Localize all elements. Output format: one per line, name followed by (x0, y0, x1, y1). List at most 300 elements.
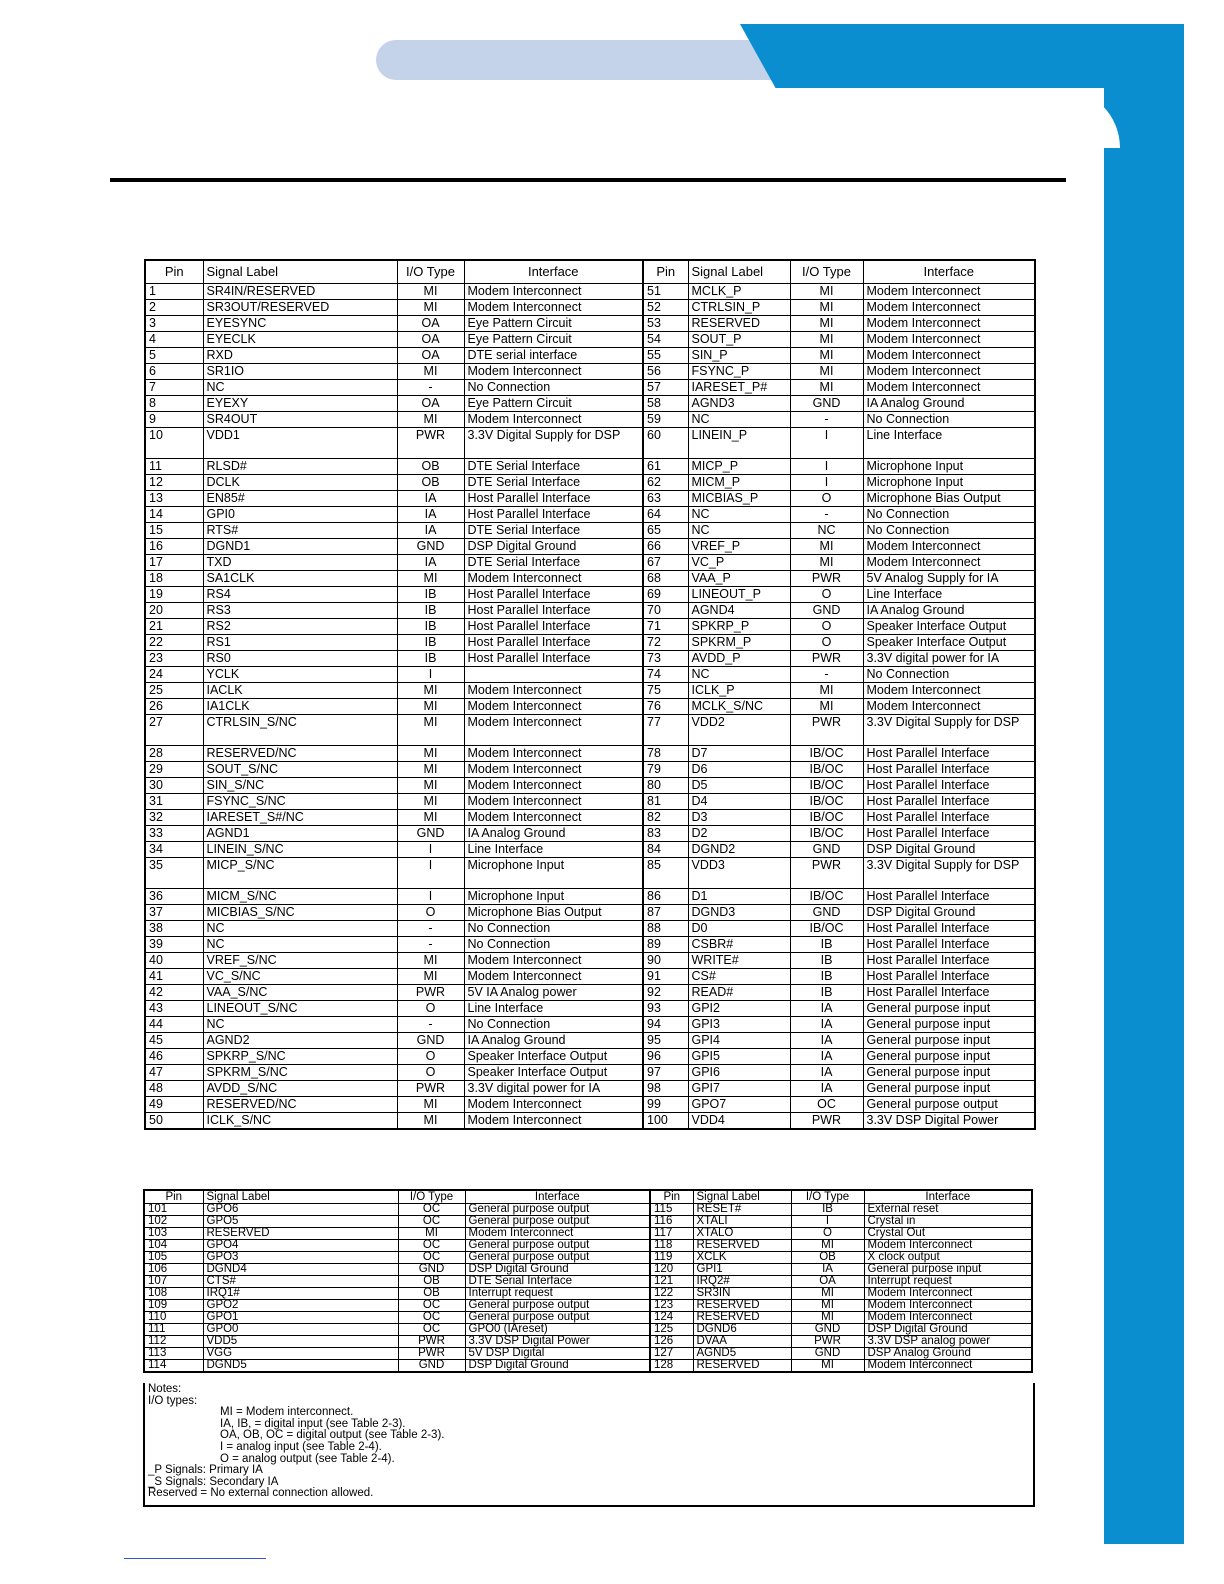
io-type-note: OA, OB, OC = digital output (see Table 2-3). (220, 1429, 445, 1442)
io-type: PWR (398, 1336, 465, 1348)
signal-label: DGND2 (688, 842, 790, 858)
io-type: MI (790, 539, 863, 555)
table-row (145, 937, 1035, 953)
io-type: IB/OC (790, 762, 863, 778)
io-type: MI (397, 364, 464, 380)
io-type: MI (791, 1312, 864, 1324)
interface-description: Speaker Interface Output (863, 619, 1035, 635)
io-type: OA (791, 1276, 864, 1288)
io-type: IB (790, 953, 863, 969)
interface-description: 3.3V digital power for IA (863, 651, 1035, 667)
pin-number: 107 (144, 1276, 203, 1288)
io-type: - (397, 1017, 464, 1033)
interface-description: Speaker Interface Output (863, 635, 1035, 651)
signal-label: CTS# (203, 1276, 398, 1288)
io-type: PWR (790, 858, 863, 889)
pin-number: 38 (145, 921, 203, 937)
table-row (145, 905, 1035, 921)
table-row (145, 300, 1035, 316)
interface-description: Modem Interconnect (464, 810, 643, 826)
signal-label: EYECLK (203, 332, 397, 348)
signal-label: IARESET_S#/NC (203, 810, 397, 826)
signal-label: GPO0 (203, 1324, 398, 1336)
signal-label: IA1CLK (203, 699, 397, 715)
signal-label: IRQ2# (693, 1276, 791, 1288)
io-type: IB (397, 635, 464, 651)
table-row (145, 523, 1035, 539)
header-decoration-pill (376, 40, 796, 80)
signal-label: SPKRM_P (688, 635, 790, 651)
table-row (145, 794, 1035, 810)
io-type: MI (791, 1300, 864, 1312)
interface-description: Host Parallel Interface (863, 746, 1035, 762)
table-row (144, 1276, 1032, 1288)
interface-description: Modem Interconnect (863, 683, 1035, 699)
table-row (145, 635, 1035, 651)
io-type: IA (790, 1049, 863, 1065)
interface-description: Host Parallel Interface (863, 810, 1035, 826)
col-header-interface: Interface (464, 260, 643, 284)
signal-label: SOUT_S/NC (203, 762, 397, 778)
pin-number: 126 (650, 1336, 693, 1348)
io-type: O (790, 619, 863, 635)
reserved-note: Reserved = No external connection allowed. (148, 1487, 374, 1500)
signal-label: DVAA (693, 1336, 791, 1348)
signal-label: NC (203, 380, 397, 396)
table-row (144, 1324, 1032, 1336)
interface-description: Speaker Interface Output (464, 1065, 643, 1081)
io-type: IB (790, 985, 863, 1001)
io-type: GND (791, 1324, 864, 1336)
pin-number: 25 (145, 683, 203, 699)
io-type: MI (791, 1240, 864, 1252)
pin-number: 10 (145, 428, 203, 459)
signal-label: WRITE# (688, 953, 790, 969)
io-type: O (790, 587, 863, 603)
pin-number: 59 (643, 412, 688, 428)
interface-description: GPO0 (IAreset) (465, 1324, 650, 1336)
table-row (145, 539, 1035, 555)
interface-description: Modem Interconnect (863, 284, 1035, 300)
io-type: MI (790, 300, 863, 316)
pin-number: 61 (643, 459, 688, 475)
io-type: IB/OC (790, 794, 863, 810)
col-header-io-type: I/O Type (397, 260, 464, 284)
col-header-pin: Pin (144, 1190, 203, 1204)
io-type: GND (398, 1360, 465, 1373)
signal-label: EYESYNC (203, 316, 397, 332)
signal-label: SIN_S/NC (203, 778, 397, 794)
signal-label: AGND2 (203, 1033, 397, 1049)
signal-label: NC (203, 937, 397, 953)
pin-number: 106 (144, 1264, 203, 1276)
col-header-pin: Pin (145, 260, 203, 284)
pin-number: 97 (643, 1065, 688, 1081)
signal-label: SR3IN (693, 1288, 791, 1300)
interface-description: Host Parallel Interface (464, 507, 643, 523)
signal-label: RESERVED/NC (203, 1097, 397, 1113)
interface-description: Line Interface (863, 587, 1035, 603)
signal-label: SR4IN/RESERVED (203, 284, 397, 300)
pin-number: 30 (145, 778, 203, 794)
signal-label: AGND3 (688, 396, 790, 412)
io-type: OC (398, 1312, 465, 1324)
io-type: IB/OC (790, 810, 863, 826)
interface-description: General purpose output (465, 1216, 650, 1228)
interface-description: Modem Interconnect (863, 699, 1035, 715)
signal-label: IACLK (203, 683, 397, 699)
pin-number: 109 (144, 1300, 203, 1312)
signal-label: DGND6 (693, 1324, 791, 1336)
pin-number: 113 (144, 1348, 203, 1360)
interface-description: Modem Interconnect (465, 1228, 650, 1240)
pin-number: 71 (643, 619, 688, 635)
io-type: OC (398, 1204, 465, 1216)
pin-number: 112 (144, 1336, 203, 1348)
interface-description: Interrupt request (465, 1288, 650, 1300)
interface-description: Host Parallel Interface (863, 826, 1035, 842)
pin-number: 82 (643, 810, 688, 826)
interface-description: DTE Serial Interface (464, 555, 643, 571)
io-type: MI (790, 332, 863, 348)
signal-label: MICM_S/NC (203, 889, 397, 905)
signal-label: SR1IO (203, 364, 397, 380)
io-type: I (397, 667, 464, 683)
signal-label: DGND4 (203, 1264, 398, 1276)
pin-number: 69 (643, 587, 688, 603)
io-type: PWR (397, 1081, 464, 1097)
pin-number: 3 (145, 316, 203, 332)
io-type: OC (398, 1300, 465, 1312)
table-row (145, 603, 1035, 619)
signal-label: SPKRP_P (688, 619, 790, 635)
signal-label: D6 (688, 762, 790, 778)
interface-description: No Connection (863, 523, 1035, 539)
io-type: IA (397, 491, 464, 507)
pin-number: 35 (145, 858, 203, 889)
pin-number: 111 (144, 1324, 203, 1336)
io-type: OA (397, 348, 464, 364)
interface-description: Line Interface (464, 1001, 643, 1017)
signal-label: GPI0 (203, 507, 397, 523)
io-type: MI (791, 1360, 864, 1373)
interface-description: Microphone Input (863, 459, 1035, 475)
notes-heading: Notes: (148, 1383, 182, 1395)
io-type: OA (397, 332, 464, 348)
interface-description: Eye Pattern Circuit (464, 316, 643, 332)
io-type: GND (790, 905, 863, 921)
interface-description: General purpose output (465, 1252, 650, 1264)
pin-number: 75 (643, 683, 688, 699)
signal-label: NC (203, 921, 397, 937)
interface-description: Modem Interconnect (863, 300, 1035, 316)
pin-number: 49 (145, 1097, 203, 1113)
pin-number: 125 (650, 1324, 693, 1336)
signal-label: DGND1 (203, 539, 397, 555)
interface-description: Modem Interconnect (464, 715, 643, 746)
col-header-interface: Interface (863, 260, 1035, 284)
table-row (145, 1113, 1035, 1130)
pin-number: 55 (643, 348, 688, 364)
table-row (145, 858, 1035, 889)
signal-label: GPO6 (203, 1204, 398, 1216)
signal-label: SPKRP_S/NC (203, 1049, 397, 1065)
interface-description: Modem Interconnect (464, 284, 643, 300)
interface-description: Modem Interconnect (864, 1240, 1032, 1252)
pin-number: 90 (643, 953, 688, 969)
io-type: IB (791, 1204, 864, 1216)
io-type: O (397, 1065, 464, 1081)
interface-description: Host Parallel Interface (863, 969, 1035, 985)
pin-number: 88 (643, 921, 688, 937)
interface-description: No Connection (863, 412, 1035, 428)
signal-label: NC (688, 667, 790, 683)
interface-description: X clock output (864, 1252, 1032, 1264)
signal-label: AGND1 (203, 826, 397, 842)
pin-number: 70 (643, 603, 688, 619)
io-type: OB (398, 1276, 465, 1288)
pin-number: 37 (145, 905, 203, 921)
pin-number: 54 (643, 332, 688, 348)
pin-number: 99 (643, 1097, 688, 1113)
interface-description: General purpose input (863, 1049, 1035, 1065)
pin-number: 68 (643, 571, 688, 587)
signal-label: ICLK_S/NC (203, 1113, 397, 1130)
pin-number: 47 (145, 1065, 203, 1081)
interface-description: Host Parallel Interface (464, 587, 643, 603)
signal-label: MICP_P (688, 459, 790, 475)
io-type: MI (790, 316, 863, 332)
table-row (145, 985, 1035, 1001)
pin-number: 120 (650, 1264, 693, 1276)
signal-label: VREF_P (688, 539, 790, 555)
pin-number: 39 (145, 937, 203, 953)
pin-number: 105 (144, 1252, 203, 1264)
interface-description: Modem Interconnect (464, 746, 643, 762)
table-row (145, 396, 1035, 412)
pin-number: 93 (643, 1001, 688, 1017)
signal-label: NC (688, 523, 790, 539)
signal-label: VC_S/NC (203, 969, 397, 985)
table-row (145, 555, 1035, 571)
table-row (144, 1312, 1032, 1324)
interface-description: Modem Interconnect (464, 778, 643, 794)
pin-number: 79 (643, 762, 688, 778)
table-row (144, 1336, 1032, 1348)
signal-label: XCLK (693, 1252, 791, 1264)
pin-number: 24 (145, 667, 203, 683)
table-row (145, 507, 1035, 523)
notes-box (143, 1383, 1035, 1507)
io-type: PWR (790, 571, 863, 587)
pin-number: 108 (144, 1288, 203, 1300)
io-type: - (397, 921, 464, 937)
pin-number: 103 (144, 1228, 203, 1240)
io-type: MI (397, 571, 464, 587)
signal-label: VREF_S/NC (203, 953, 397, 969)
signal-label: GPO3 (203, 1252, 398, 1264)
pin-number: 98 (643, 1081, 688, 1097)
pin-number: 48 (145, 1081, 203, 1097)
interface-description: External reset (864, 1204, 1032, 1216)
io-type: NC (790, 523, 863, 539)
io-type: MI (791, 1288, 864, 1300)
io-type: IA (397, 555, 464, 571)
io-type: MI (397, 1097, 464, 1113)
pin-number: 4 (145, 332, 203, 348)
interface-description: 5V IA Analog power (464, 985, 643, 1001)
interface-description: DTE serial interface (464, 348, 643, 364)
interface-description: General purpose input (864, 1264, 1032, 1276)
interface-description: No Connection (863, 507, 1035, 523)
signal-label: RESERVED (693, 1300, 791, 1312)
interface-description: DTE Serial Interface (464, 459, 643, 475)
pin-number: 32 (145, 810, 203, 826)
io-type: MI (790, 683, 863, 699)
signal-label: VAA_P (688, 571, 790, 587)
signal-label: RS3 (203, 603, 397, 619)
signal-label: MICBIAS_P (688, 491, 790, 507)
pin-number: 95 (643, 1033, 688, 1049)
pin-number: 96 (643, 1049, 688, 1065)
signal-label: D4 (688, 794, 790, 810)
signal-label: GPO1 (203, 1312, 398, 1324)
interface-description: DSP Digital Ground (465, 1264, 650, 1276)
interface-description: 3.3V DSP Digital Power (465, 1336, 650, 1348)
signal-label: EYEXY (203, 396, 397, 412)
pin-number: 60 (643, 428, 688, 459)
pin-number: 15 (145, 523, 203, 539)
interface-description: Modem Interconnect (464, 762, 643, 778)
pin-number: 44 (145, 1017, 203, 1033)
signal-label: AGND5 (693, 1348, 791, 1360)
interface-description: Modem Interconnect (863, 316, 1035, 332)
interface-description: Modem Interconnect (864, 1360, 1032, 1373)
signal-label: SR4OUT (203, 412, 397, 428)
pin-number: 102 (144, 1216, 203, 1228)
interface-description: IA Analog Ground (464, 826, 643, 842)
interface-description: Modem Interconnect (464, 699, 643, 715)
io-type: IB (790, 937, 863, 953)
signal-label: XTALI (693, 1216, 791, 1228)
io-type: O (791, 1228, 864, 1240)
pin-number: 36 (145, 889, 203, 905)
pin-number: 40 (145, 953, 203, 969)
col-header-interface: Interface (465, 1190, 650, 1204)
col-header-signal-label: Signal Label (693, 1190, 791, 1204)
signal-label: GPI7 (688, 1081, 790, 1097)
signal-label: XTALO (693, 1228, 791, 1240)
signal-label: RS4 (203, 587, 397, 603)
interface-description: Host Parallel Interface (863, 921, 1035, 937)
io-type: MI (790, 699, 863, 715)
table-row (145, 699, 1035, 715)
col-header-io-type: I/O Type (791, 1190, 864, 1204)
signal-label: MICP_S/NC (203, 858, 397, 889)
interface-description: DSP Digital Ground (864, 1324, 1032, 1336)
pin-number: 16 (145, 539, 203, 555)
interface-description: Host Parallel Interface (863, 889, 1035, 905)
interface-description: DTE Serial Interface (464, 475, 643, 491)
interface-description: General purpose output (863, 1097, 1035, 1113)
io-types-label: I/O types: (148, 1394, 198, 1407)
io-type-note: MI = Modem interconnect. (220, 1406, 354, 1419)
signal-label: SR3OUT/RESERVED (203, 300, 397, 316)
pin-number: 57 (643, 380, 688, 396)
pin-number: 115 (650, 1204, 693, 1216)
table-row (145, 332, 1035, 348)
table-row (145, 1065, 1035, 1081)
io-type: I (791, 1216, 864, 1228)
interface-description: DSP Analog Ground (864, 1348, 1032, 1360)
signal-label: D5 (688, 778, 790, 794)
io-type: PWR (398, 1348, 465, 1360)
io-type: IB/OC (790, 778, 863, 794)
signal-label: DGND3 (688, 905, 790, 921)
signal-label: NC (688, 412, 790, 428)
io-type: MI (397, 300, 464, 316)
io-type: - (397, 937, 464, 953)
pin-number: 72 (643, 635, 688, 651)
interface-description: IA Analog Ground (464, 1033, 643, 1049)
pin-number: 114 (144, 1360, 203, 1373)
pin-number: 5 (145, 348, 203, 364)
io-type: MI (397, 810, 464, 826)
interface-description: DTE Serial Interface (464, 523, 643, 539)
interface-description: DSP Digital Ground (465, 1360, 650, 1373)
io-type: O (397, 1049, 464, 1065)
signal-label: LINEOUT_P (688, 587, 790, 603)
signal-label: GPO2 (203, 1300, 398, 1312)
signal-label: VDD5 (203, 1336, 398, 1348)
interface-description: Modem Interconnect (464, 1097, 643, 1113)
interface-description: Modem Interconnect (863, 380, 1035, 396)
interface-description: Modem Interconnect (464, 683, 643, 699)
signal-label: IRQ1# (203, 1288, 398, 1300)
table-row (144, 1288, 1032, 1300)
pin-number: 17 (145, 555, 203, 571)
interface-description: General purpose input (863, 1081, 1035, 1097)
table-row (145, 969, 1035, 985)
signal-label: VDD2 (688, 715, 790, 746)
table-row (144, 1264, 1032, 1276)
pin-number: 92 (643, 985, 688, 1001)
table-row (145, 1033, 1035, 1049)
io-type: MI (397, 683, 464, 699)
io-type: GND (790, 842, 863, 858)
signal-label: RTS# (203, 523, 397, 539)
pin-number: 110 (144, 1312, 203, 1324)
io-type: O (397, 905, 464, 921)
io-type: OC (398, 1216, 465, 1228)
signal-label: RLSD# (203, 459, 397, 475)
interface-description: DSP Digital Ground (464, 539, 643, 555)
signal-label: RESERVED (693, 1312, 791, 1324)
signal-label: LINEIN_S/NC (203, 842, 397, 858)
io-type: GND (398, 1264, 465, 1276)
signal-label: TXD (203, 555, 397, 571)
col-header-signal-label: Signal Label (203, 1190, 398, 1204)
io-type: IA (790, 1033, 863, 1049)
col-header-io-type: I/O Type (790, 260, 863, 284)
interface-description: 3.3V digital power for IA (464, 1081, 643, 1097)
signal-label: VAA_S/NC (203, 985, 397, 1001)
io-type: MI (790, 380, 863, 396)
table-row (145, 667, 1035, 683)
pin-number: 83 (643, 826, 688, 842)
io-type: IA (397, 523, 464, 539)
table-row (145, 746, 1035, 762)
